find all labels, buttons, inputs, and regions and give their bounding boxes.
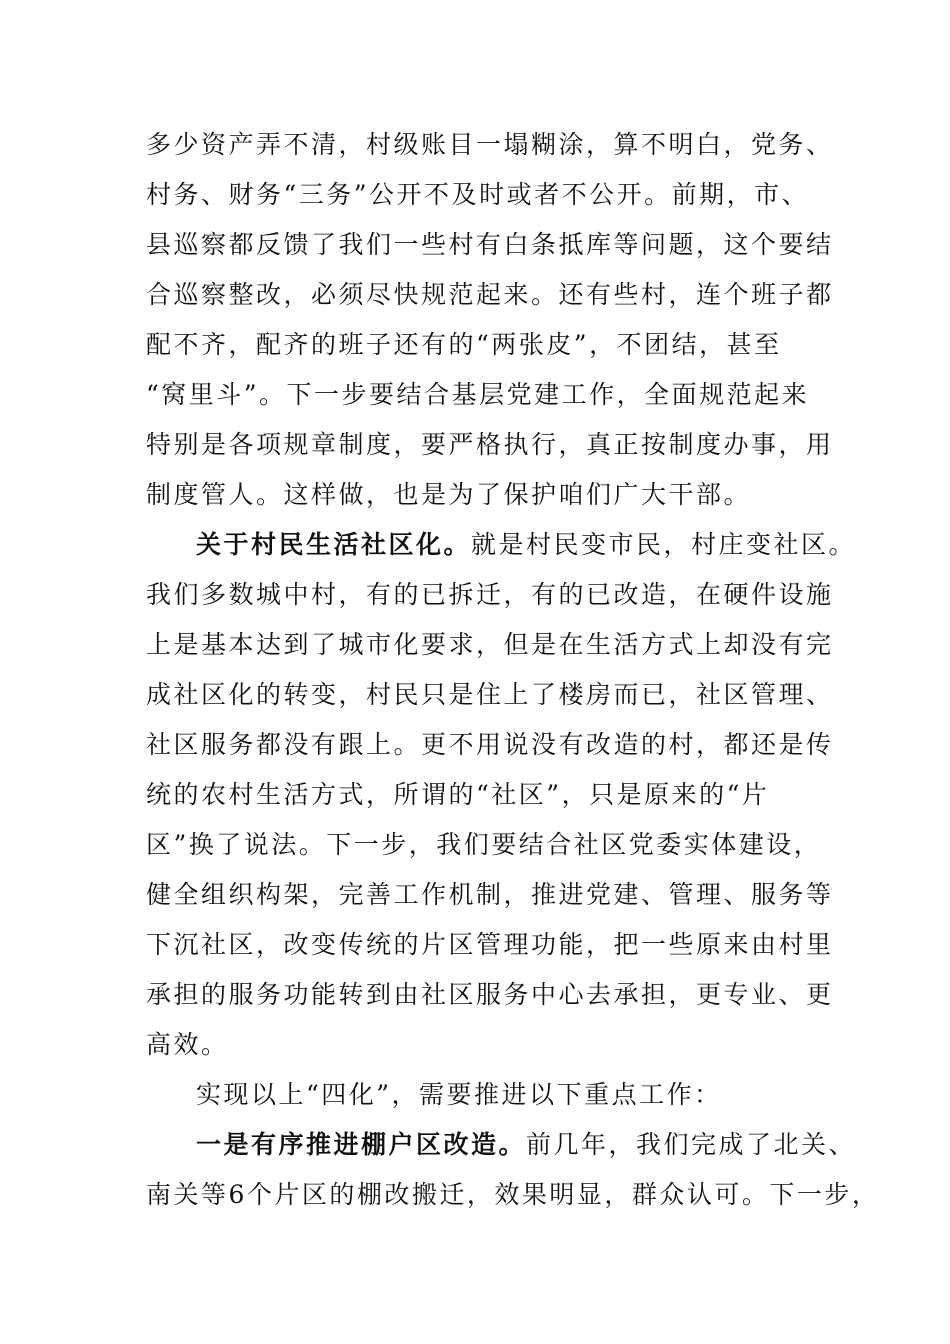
paragraph-line (146, 730, 834, 760)
paragraph-line (146, 330, 782, 360)
paragraph-line (146, 580, 834, 610)
paragraph-line (146, 830, 821, 860)
paragraph-line (146, 1180, 879, 1210)
section-heading: 一是有序推进棚户区改造。 (196, 1130, 527, 1159)
paragraph-line (146, 630, 834, 660)
line-text: 实现以上“四化”，需要推进以下重点工作： (196, 1080, 722, 1109)
line-text: 合巡察整改，必须尽快规范起来。还有些村，连个班子都 (146, 280, 834, 309)
line-text: 区”换了说法。下一步，我们要结合社区党委实体建设， (146, 830, 822, 859)
paragraph-line (196, 530, 856, 560)
paragraph-line (146, 880, 834, 910)
line-text: 前几年，我们完成了北关、 (526, 1130, 857, 1159)
paragraph-line (196, 1080, 722, 1110)
paragraph-line (146, 380, 809, 410)
paragraph-line (146, 280, 834, 310)
line-text: 下沉社区，改变传统的片区管理功能，把一些原来由村里 (146, 930, 834, 959)
line-text: 县巡察都反馈了我们一些村有白条抵库等问题，这个要结 (146, 230, 834, 259)
line-text: 我们多数城中村，有的已拆迁，有的已改造，在硬件设施 (146, 580, 834, 609)
line-text: 配不齐，配齐的班子还有的“两张皮”，不团结，甚至 (146, 330, 782, 359)
line-text: 上是基本达到了城市化要求，但是在生活方式上却没有完 (146, 630, 834, 659)
line-text: 高效。 (146, 1030, 229, 1059)
line-text: 承担的服务功能转到由社区服务中心去承担，更专业、更 (146, 980, 834, 1009)
paragraph-line (196, 1130, 856, 1160)
line-text: “窝里斗”。下一步要结合基层党建工作，全面规范起来 (146, 380, 810, 409)
line-text: 特别是各项规章制度，要严格执行，真正按制度办事，用 (146, 430, 834, 459)
paragraph-line (146, 980, 834, 1010)
line-text: 成社区化的转变，村民只是住上了楼房而已，社区管理、 (146, 680, 834, 709)
paragraph-line (146, 1030, 229, 1060)
paragraph-line (146, 480, 751, 510)
paragraph-line (146, 430, 834, 460)
section-heading: 关于村民生活社区化。 (196, 530, 472, 559)
line-text: 村务、财务“三务”公开不及时或者不公开。前期，市、 (146, 180, 810, 209)
line-text: 社区服务都没有跟上。更不用说没有改造的村，都还是传 (146, 730, 834, 759)
paragraph-line (146, 680, 834, 710)
line-text: 多少资产弄不清，村级账目一塌糊涂，算不明白，党务、 (146, 130, 834, 159)
line-text: 健全组织构架，完善工作机制，推进党建、管理、服务等 (146, 880, 834, 909)
line-text: 南关等6个片区的棚改搬迁，效果明显，群众认可。下一步， (146, 1180, 880, 1209)
paragraph-line (146, 780, 769, 810)
paragraph-line (146, 930, 834, 960)
line-text: 制度管人。这样做，也是为了保护咱们广大干部。 (146, 480, 752, 509)
line-text: 就是村民变市民，村庄变社区。 (471, 530, 857, 559)
paragraph-line (146, 180, 809, 210)
paragraph-line (146, 230, 834, 260)
line-text: 统的农村生活方式，所谓的“社区”，只是原来的“片 (146, 780, 770, 809)
paragraph-line (146, 130, 834, 160)
